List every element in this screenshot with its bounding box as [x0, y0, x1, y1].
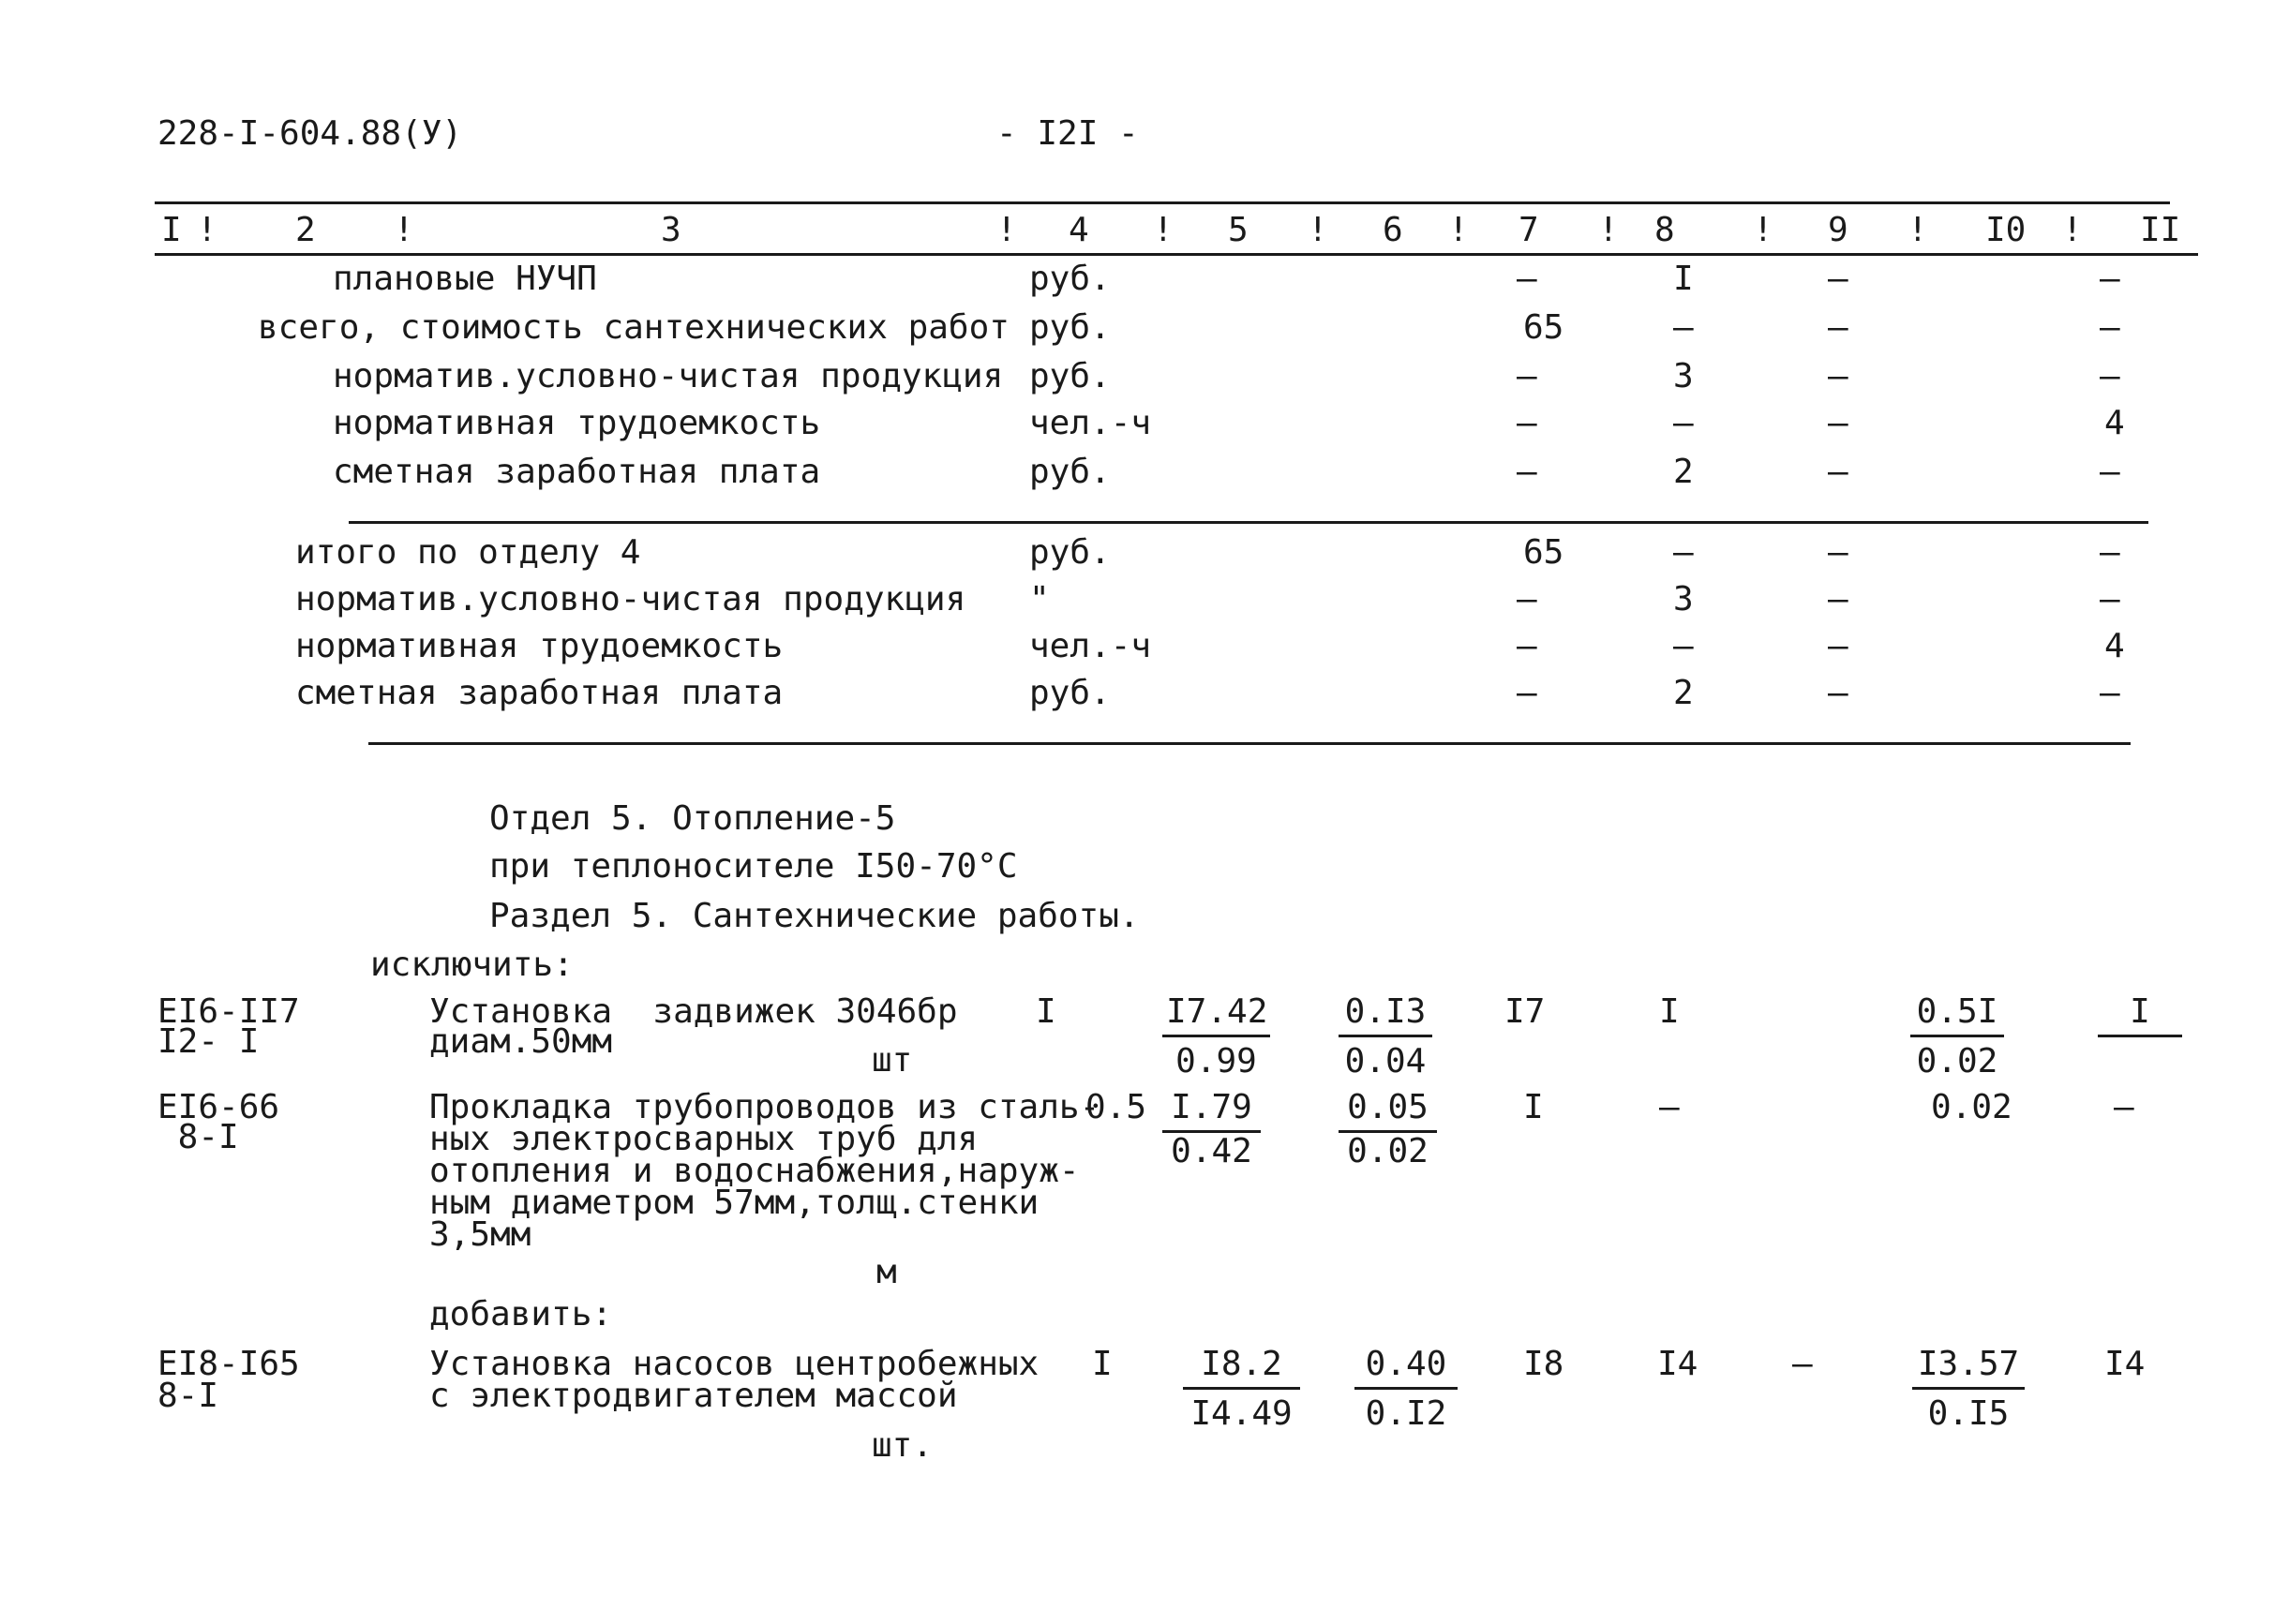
item-quantity: I	[1036, 992, 1056, 1031]
col-header-9: 9	[1828, 211, 1848, 249]
item-description-line: Прокладка трубопроводов из сталь-	[429, 1088, 1100, 1126]
row-unit: руб.	[1029, 453, 1111, 491]
fraction-numerator: I	[2098, 995, 2182, 1037]
item-col5-fraction	[1162, 1088, 1261, 1170]
add-label: добавить:	[429, 1295, 613, 1333]
fraction-numerator: 0.5I	[1910, 995, 2004, 1037]
fraction-denominator: 0.99	[1175, 1042, 1257, 1080]
row-label: сметная заработная плата	[295, 674, 784, 712]
item-col10: 0.02	[1931, 1088, 2012, 1126]
subtotal-rule	[349, 521, 2148, 524]
row-col8: 3	[1673, 580, 1694, 618]
row-col7: –	[1517, 674, 1537, 712]
item-code-sub: I2- I	[157, 1022, 260, 1061]
row-col11: –	[2100, 533, 2120, 572]
item-description-line: диам.50мм	[429, 1022, 613, 1061]
item-quantity: 0.5	[1085, 1088, 1147, 1126]
item-col11-fraction	[2098, 992, 2182, 1045]
row-col11: –	[2100, 453, 2120, 491]
row-unit: руб.	[1029, 308, 1111, 347]
item-col5-fraction	[1183, 1345, 1300, 1433]
row-label: сметная заработная плата	[333, 453, 821, 491]
item-col6-fraction	[1339, 1088, 1437, 1170]
row-unit: руб.	[1029, 260, 1111, 298]
item-description-line: отопления и водоснабжения,наруж-	[429, 1152, 1080, 1190]
row-col8: 2	[1673, 453, 1694, 491]
item-col8: –	[1659, 1088, 1680, 1126]
row-col9: –	[1828, 308, 1848, 347]
row-col11: 4	[2104, 404, 2125, 442]
row-col11: –	[2100, 308, 2120, 347]
row-col8: –	[1673, 404, 1694, 442]
row-unit: "	[1029, 580, 1050, 618]
fraction-denominator: 0.04	[1344, 1042, 1427, 1080]
item-description-line: Установка задвижек 3046бр	[429, 992, 958, 1031]
col-sep: !	[1153, 211, 1174, 249]
item-code-sub: 8-I	[157, 1377, 219, 1415]
row-col11: –	[2100, 580, 2120, 618]
row-col11: –	[2100, 357, 2120, 395]
fraction-denominator: 0.I5	[1927, 1394, 2010, 1433]
col-header-4: 4	[1069, 211, 1089, 249]
col-sep: !	[1308, 211, 1328, 249]
item-description-line: ным диаметром 57мм,толщ.стенки	[429, 1184, 1040, 1222]
row-label: нормативная трудоемкость	[295, 627, 784, 665]
col-sep: !	[197, 211, 217, 249]
item-col5-fraction	[1162, 992, 1270, 1080]
item-quantity: I	[1092, 1345, 1113, 1383]
row-col11: 4	[2104, 627, 2125, 665]
col-sep: !	[996, 211, 1017, 249]
row-col9: –	[1828, 404, 1848, 442]
total-rule	[368, 742, 2131, 745]
item-col11: –	[2114, 1088, 2134, 1126]
fraction-numerator: I3.57	[1912, 1348, 2025, 1390]
row-col7: –	[1517, 580, 1537, 618]
exclude-label: исключить:	[370, 946, 574, 984]
item-col6-fraction	[1339, 992, 1432, 1080]
col-sep: !	[1908, 211, 1928, 249]
row-unit: руб.	[1029, 357, 1111, 395]
row-col8: 3	[1673, 357, 1694, 395]
row-label: норматив.условно-чистая продукция	[295, 580, 966, 618]
row-col8: –	[1673, 533, 1694, 572]
section-title-line-3: Раздел 5. Сантехнические работы.	[489, 897, 1140, 935]
item-description-line: Установка насосов центробежных	[429, 1345, 1040, 1383]
row-label: итого по отделу 4	[295, 533, 641, 572]
item-col10-fraction	[1910, 992, 2004, 1080]
item-col8: I4	[1657, 1345, 1698, 1383]
item-code: EI6-II7	[157, 992, 300, 1031]
item-unit: м	[876, 1253, 897, 1291]
fraction-denominator: I4.49	[1190, 1394, 1293, 1433]
row-col11: –	[2100, 260, 2120, 298]
row-col9: –	[1828, 357, 1848, 395]
row-unit: руб.	[1029, 533, 1111, 572]
item-col6-fraction	[1354, 1345, 1458, 1433]
fraction-denominator: 0.I2	[1365, 1394, 1447, 1433]
item-code-sub: 8-I	[157, 1118, 239, 1156]
row-col8: I	[1673, 260, 1694, 298]
col-header-8: 8	[1654, 211, 1675, 249]
col-sep: !	[1753, 211, 1773, 249]
row-unit: руб.	[1029, 674, 1111, 712]
fraction-numerator: 0.40	[1354, 1348, 1458, 1390]
section-title-line-1: Отдел 5. Отопление-5	[489, 799, 896, 838]
document-code: 228-I-604.88(У)	[157, 114, 463, 153]
row-col11: –	[2100, 674, 2120, 712]
row-col7: 65	[1523, 533, 1564, 572]
row-col7: 65	[1523, 308, 1564, 347]
row-col8: –	[1673, 308, 1694, 347]
fraction-numerator: 0.05	[1339, 1091, 1437, 1133]
fraction-denominator: 0.42	[1171, 1132, 1252, 1170]
fraction-numerator: 0.I3	[1339, 995, 1432, 1037]
fraction-denominator: 0.02	[1916, 1042, 1998, 1080]
item-col10-fraction	[1912, 1345, 2025, 1433]
row-unit: чел.-ч	[1029, 404, 1152, 442]
row-col9: –	[1828, 260, 1848, 298]
col-sep: !	[1598, 211, 1619, 249]
item-col11: I4	[2104, 1345, 2146, 1383]
fraction-denominator	[2098, 1037, 2182, 1045]
row-col7: –	[1517, 404, 1537, 442]
row-label: плановые НУЧП	[333, 260, 597, 298]
col-header-11: II	[2140, 211, 2181, 249]
col-header-7: 7	[1519, 211, 1539, 249]
page-number: - I2I -	[996, 114, 1139, 153]
item-col7: I7	[1504, 992, 1546, 1031]
fraction-numerator: I8.2	[1183, 1348, 1300, 1390]
row-col7: –	[1517, 260, 1537, 298]
row-col9: –	[1828, 533, 1848, 572]
row-col7: –	[1517, 357, 1537, 395]
col-header-6: 6	[1383, 211, 1403, 249]
table-header-bottom-rule	[155, 253, 2198, 256]
item-col8: I	[1659, 992, 1680, 1031]
item-col9: –	[1792, 1345, 1813, 1383]
row-col8: 2	[1673, 674, 1694, 712]
row-col9: –	[1828, 453, 1848, 491]
col-header-10: I0	[1985, 211, 2027, 249]
section-title-line-2: при теплоносителе I50-70°С	[489, 847, 1018, 886]
col-header-2: 2	[295, 211, 316, 249]
table-header-top-rule	[155, 201, 2170, 204]
item-unit: шт.	[872, 1426, 934, 1465]
col-sep: !	[1448, 211, 1469, 249]
col-header-5: 5	[1228, 211, 1249, 249]
fraction-denominator: 0.02	[1347, 1132, 1429, 1170]
item-description-line: с электродвигателем массой	[429, 1377, 958, 1415]
row-col9: –	[1828, 627, 1848, 665]
row-col7: –	[1517, 453, 1537, 491]
item-col7: I	[1523, 1088, 1544, 1126]
col-sep: !	[394, 211, 414, 249]
row-label: всего, стоимость сантехнических работ	[258, 308, 1010, 347]
item-col7: I8	[1523, 1345, 1564, 1383]
item-unit: шт	[872, 1041, 913, 1080]
row-unit: чел.-ч	[1029, 627, 1152, 665]
item-description-line: ных электросварных труб для	[429, 1120, 979, 1158]
item-description-line: 3,5мм	[429, 1215, 531, 1254]
item-code: EI6-66	[157, 1088, 280, 1126]
row-label: норматив.условно-чистая продукция	[333, 357, 1004, 395]
col-header-1: I	[161, 211, 182, 249]
row-col8: –	[1673, 627, 1694, 665]
row-label: нормативная трудоемкость	[333, 404, 821, 442]
col-sep: !	[2062, 211, 2083, 249]
fraction-numerator: I7.42	[1162, 995, 1270, 1037]
fraction-numerator: I.79	[1162, 1091, 1261, 1133]
col-header-3: 3	[661, 211, 681, 249]
row-col9: –	[1828, 580, 1848, 618]
item-code: EI8-I65	[157, 1345, 300, 1383]
row-col7: –	[1517, 627, 1537, 665]
row-col9: –	[1828, 674, 1848, 712]
